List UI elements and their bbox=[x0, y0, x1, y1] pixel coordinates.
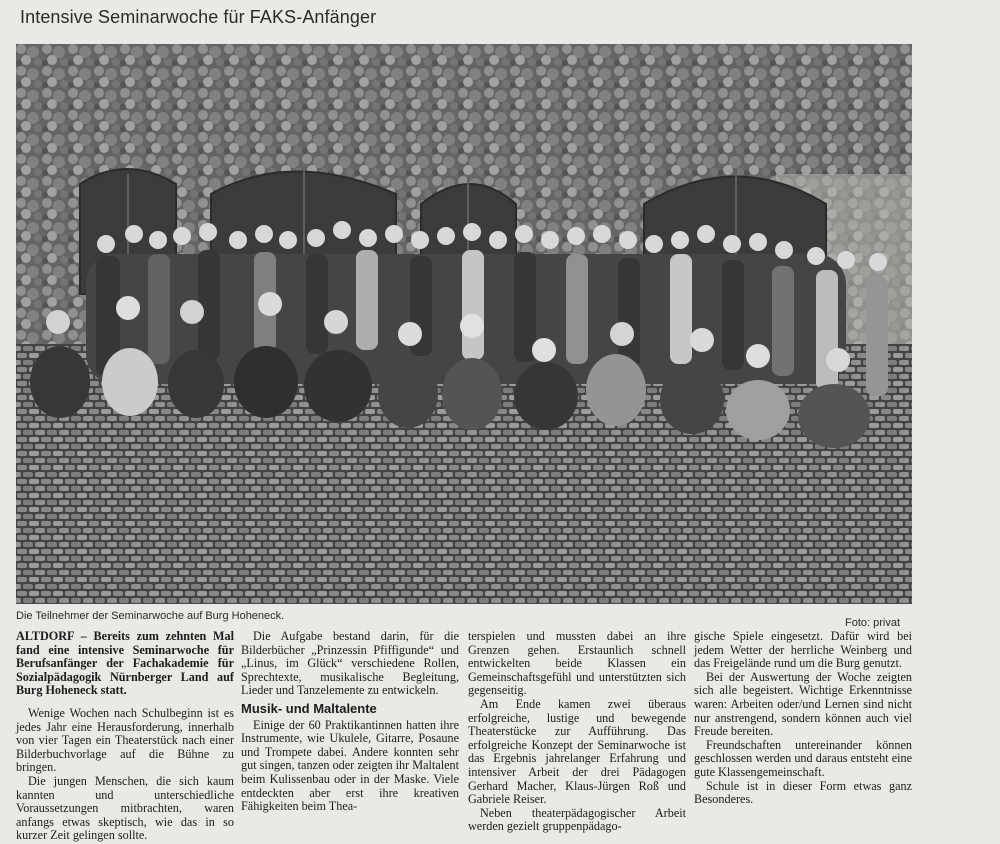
article-column-2 bbox=[241, 630, 459, 814]
group-photo bbox=[16, 44, 912, 604]
article-column-1 bbox=[16, 630, 234, 843]
article-paragraph: Am Ende kamen zwei überaus erfolgreiche, lustige und bewegende Theaterstücke zur Aufführung. Das erfolgreiche Konzept der Seminarwoche ist das Ergebnis jahrelanger Erfahrung und intensiver Arbeit der drei Pädagogen Gerhard Macher, Klaus-Jürgen Roß und Gabriele Reiser. bbox=[468, 696, 686, 807]
article-paragraph: Schule ist in dieser Form etwas ganz Besonderes. bbox=[694, 778, 912, 807]
article-paragraph: Bei der Auswertung der Woche zeigten sich alle begeistert. Wichtige Erkenntnisse waren: Arbeiten oder/und Lernen sind nicht nur anstrengend, sondern können auch viel Freude bereiten. bbox=[694, 669, 912, 739]
article-column-3 bbox=[468, 630, 686, 834]
article-paragraph: gische Spiele eingesetzt. Dafür wird bei jedem Wetter der herrliche Weinberg und das Freigelände rund um die Burg genutzt. bbox=[694, 629, 912, 671]
article-column-4 bbox=[694, 630, 912, 807]
article-paragraph: Die jungen Menschen, die sich kaum kannten und unterschiedliche Voraussetzungen mitbrachten, waren anfangs etwas skeptisch, wie das in so kurzer Zeit gelingen sollte. bbox=[16, 773, 234, 843]
article-paragraph: Wenige Wochen nach Schulbeginn ist es jedes Jahr eine Herausforderung, innerhalb von vier Tagen ein Theaterstück nach einer Bilderbuchvorlage auf die Bühne zu bringen. bbox=[16, 705, 234, 775]
headline: Intensive Seminarwoche für FAKS-Anfänger bbox=[20, 7, 377, 27]
article-paragraph: Einige der 60 Praktikantinnen hatten ihre Instrumente, wie Ukulele, Gitarre, Posaune und Trompete dabei. Andere konnten sehr gut singen, tanzen oder zeigten ihr Maltalent beim Kulissenbau oder in der Maske. Viele entdeckten aber erst ihre kreativen Fähigkeiten beim Thea- bbox=[241, 717, 459, 814]
photo-credit: Foto: privat bbox=[845, 617, 901, 629]
photo-caption: Die Teilnehmer der Seminarwoche auf Burg Hoheneck. bbox=[16, 610, 285, 622]
article-paragraph: terspielen und mussten dabei an ihre Grenzen gehen. Erstaunlich schnell entwickelten beide Klassen ein Gemeinschaftsgefühl und unterstützten sich gegenseitig. bbox=[468, 629, 686, 698]
article-lead: ALTDORF – Bereits zum zehnten Mal fand eine intensive Seminarwoche für Berufsanfänger der Fachakademie für Sozialpädagogik Nürnberger Land auf Burg Hoheneck statt. bbox=[16, 629, 234, 698]
group-photo-illustration bbox=[16, 44, 912, 604]
article-subheading: Musik- und Maltalente bbox=[241, 700, 377, 716]
article-paragraph: Neben theaterpädagogischer Arbeit werden gezielt gruppenpädago- bbox=[468, 805, 686, 834]
article-paragraph: Freundschaften untereinander können geschlossen werden und daraus entsteht eine gute Klassengemeinschaft. bbox=[694, 737, 912, 779]
article-paragraph: Die Aufgabe bestand darin, für die Bilderbücher „Prinzessin Pfiffigunde“ und „Linus, im Glück“ verschiedene Rollen, Sprechtexte, musikalische Begleitung, Lieder und Tanzelemente zu entwickeln. bbox=[241, 629, 459, 698]
